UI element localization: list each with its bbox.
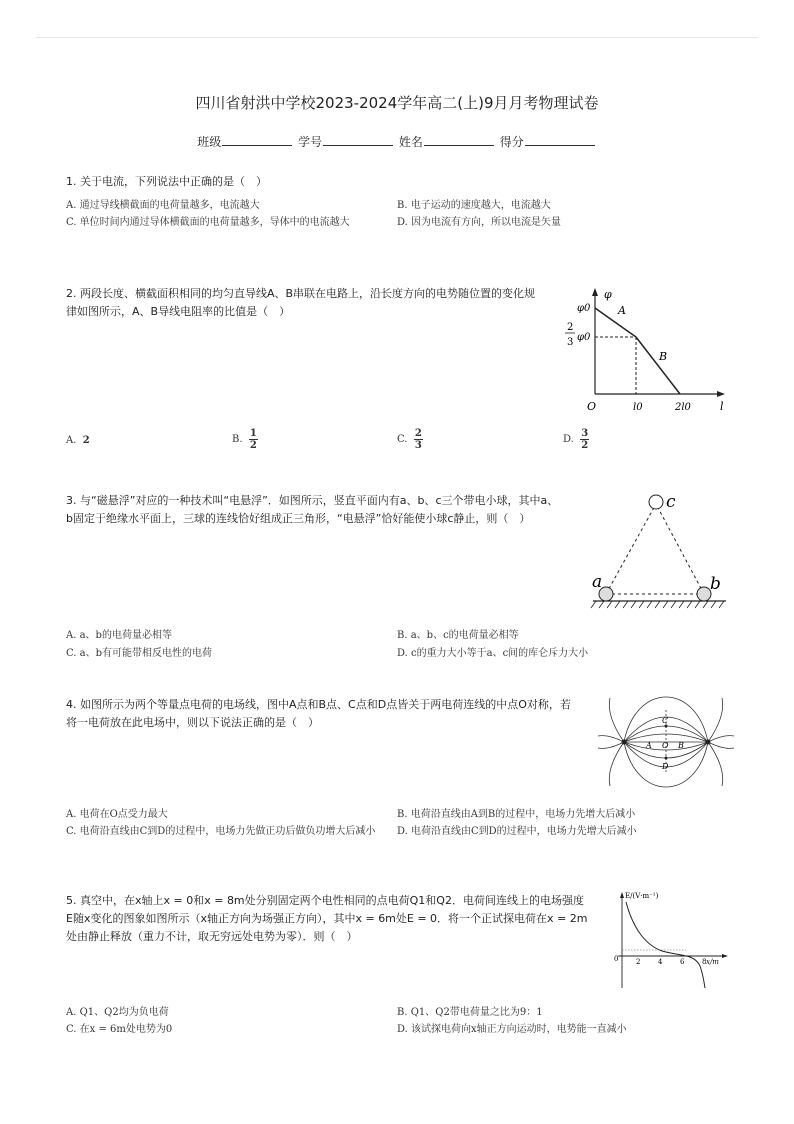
tick-8: 8 (702, 958, 707, 966)
field-name-label: 姓名 (398, 135, 423, 149)
field-score-label: 得分 (499, 135, 524, 149)
question-2-stem: 2. 两段长度、横截面积相同的均匀直导线A、B串联在电路上，沿长度方向的电势随位置的变化规律如图所示，A、B导线电阻率的比值是（ ） (66, 287, 536, 318)
x-axis-label: x/m (706, 958, 719, 966)
question-1-option-b[interactable]: B. 电子运动的速度越大，电流越大 (397, 200, 551, 211)
x-axis-arrow (717, 391, 725, 397)
question-5-field-graph (604, 888, 734, 998)
field-score-blank[interactable] (525, 135, 595, 146)
question-1-option-c[interactable]: C. 单位时间内通过导体横截面的电荷量越多，导体中的电流越大 (66, 217, 350, 228)
y-axis-arrow (620, 892, 624, 898)
two-thirds-phi: φ0 (577, 332, 591, 343)
question-3-stem: 3. 与“磁悬浮”对应的一种技术叫“电悬浮”．如图所示，竖直平面内有a、b、c三个带电小球，其中a、b固定于绝缘水平面上，三球的连线恰好组成正三角形，“电悬浮”恰好能使小球c静止，则（ ） (66, 494, 559, 525)
question-1-option-a[interactable]: A. 通过导线横截面的电荷量越多，电流越大 (66, 200, 260, 211)
field-number-label: 学号 (298, 135, 323, 149)
question-2-potential-graph (560, 282, 760, 422)
charge-left (622, 740, 627, 745)
two-thirds-num: 2 (567, 322, 574, 333)
phi0-label: φ0 (577, 303, 591, 314)
question-4-stem: 4. 如图所示为两个等量点电荷的电场线，图中A点和B点、C点和D点皆关于两电荷连线的中点O对称，若将一电荷放在此电场中，则以下说法正确的是（ ） (66, 698, 571, 729)
label-b: b (710, 574, 721, 594)
label-d: D (662, 762, 669, 771)
two-thirds-den: 3 (567, 337, 574, 348)
question-3-option-c[interactable]: C. a、b有可能带相反电性的电荷 (66, 648, 213, 659)
student-info-line (0, 133, 794, 150)
label-b: B (659, 350, 668, 363)
label-a: a (592, 572, 603, 592)
tick-4: 4 (658, 958, 663, 966)
label-a: A (646, 741, 652, 750)
y-axis-label: E/(V·m⁻¹) (625, 892, 659, 900)
question-2-option-c[interactable]: C. $\frac{2}{3}$ (397, 428, 422, 451)
point-d (665, 757, 668, 760)
tick-2l0: 2l0 (675, 402, 691, 413)
question-3-triangle-figure (588, 488, 738, 613)
tick-6: 6 (680, 958, 685, 966)
question-4-field-lines-figure (596, 696, 736, 786)
question-4-option-d[interactable]: D. 电荷沿直线由C到D的过程中，电场力先增大后减小 (397, 826, 637, 837)
tick-2: 2 (636, 958, 641, 966)
page-title: 四川省射洪中学校2023-2024学年高二(上)9月月考物理试卷 (195, 94, 599, 112)
y-axis-label: φ (604, 288, 612, 301)
e-curve (626, 902, 705, 988)
question-1-stem: 1. 关于电流，下列说法中正确的是（ ） (66, 175, 267, 188)
field-class-blank[interactable] (222, 135, 292, 146)
question-2-option-b[interactable]: B. $\frac{1}{2}$ (232, 428, 257, 451)
tick-l0: l0 (633, 402, 643, 413)
segment-a-line (595, 308, 636, 337)
edge-ac (606, 504, 656, 594)
question-3-option-b[interactable]: B. a、b、c的电荷量必相等 (397, 630, 519, 641)
question-4-option-b[interactable]: B. 电荷沿直线由A到B的过程中，电场力先增大后减小 (397, 809, 636, 820)
question-4-option-a[interactable]: A. 电荷在O点受力最大 (66, 809, 168, 820)
ball-c (649, 495, 663, 509)
question-5-option-c[interactable]: C. 在x = 6m处电势为0 (66, 1024, 173, 1035)
label-c: c (666, 492, 676, 512)
x-axis-arrow (722, 954, 728, 958)
edge-bc (656, 504, 704, 594)
question-5-option-b[interactable]: B. Q1、Q2带电荷量之比为9：1 (397, 1007, 543, 1018)
question-5-option-d[interactable]: D. 该试探电荷向x轴正方向运动时，电势能一直减小 (397, 1024, 627, 1035)
label-a: A (618, 304, 626, 317)
field-name-blank[interactable] (424, 135, 494, 146)
question-3-option-a[interactable]: A. a、b的电荷量必相等 (66, 630, 172, 641)
x-axis-label: l (720, 400, 724, 413)
question-5-stem: 5. 真空中，在x轴上x = 0和x = 8m处分别固定两个电性相同的点电荷Q1和Q2．电荷间连线上的电场强度E随x变化的图象如图所示（x轴正方向为场强正方向），其中x = 6m处E = 0．将一个正试探电荷在x = 2m处由静止释放（重力不计，取无穷远处电势为零）．则（ ） (66, 894, 588, 943)
y-axis-arrow (592, 288, 598, 296)
ground-hatch (591, 601, 724, 608)
origin-label: O (587, 400, 597, 413)
segment-b-line (636, 337, 680, 394)
label-b: B (678, 741, 684, 750)
question-4-option-c[interactable]: C. 电荷沿直线由C到D的过程中，电场力先做正功后做负功增大后减小 (66, 826, 376, 837)
label-c: C (662, 716, 669, 725)
question-2-option-d[interactable]: D. $\frac{3}{2}$ (563, 428, 589, 451)
question-2-option-a[interactable]: A. 2 (66, 435, 90, 446)
origin-label: 0 (614, 955, 619, 963)
top-divider (36, 37, 758, 38)
label-o: O (662, 741, 669, 750)
question-3-option-d[interactable]: D. c的重力大小等于a、c间的库仑斥力大小 (397, 648, 589, 659)
field-class-label: 班级 (197, 135, 222, 149)
charge-right (706, 740, 711, 745)
question-5-option-a[interactable]: A. Q1、Q2均为负电荷 (66, 1007, 169, 1018)
ball-b (697, 587, 711, 601)
field-number-blank[interactable] (323, 135, 393, 146)
question-1-option-d[interactable]: D. 因为电流有方向，所以电流是矢量 (397, 217, 562, 228)
